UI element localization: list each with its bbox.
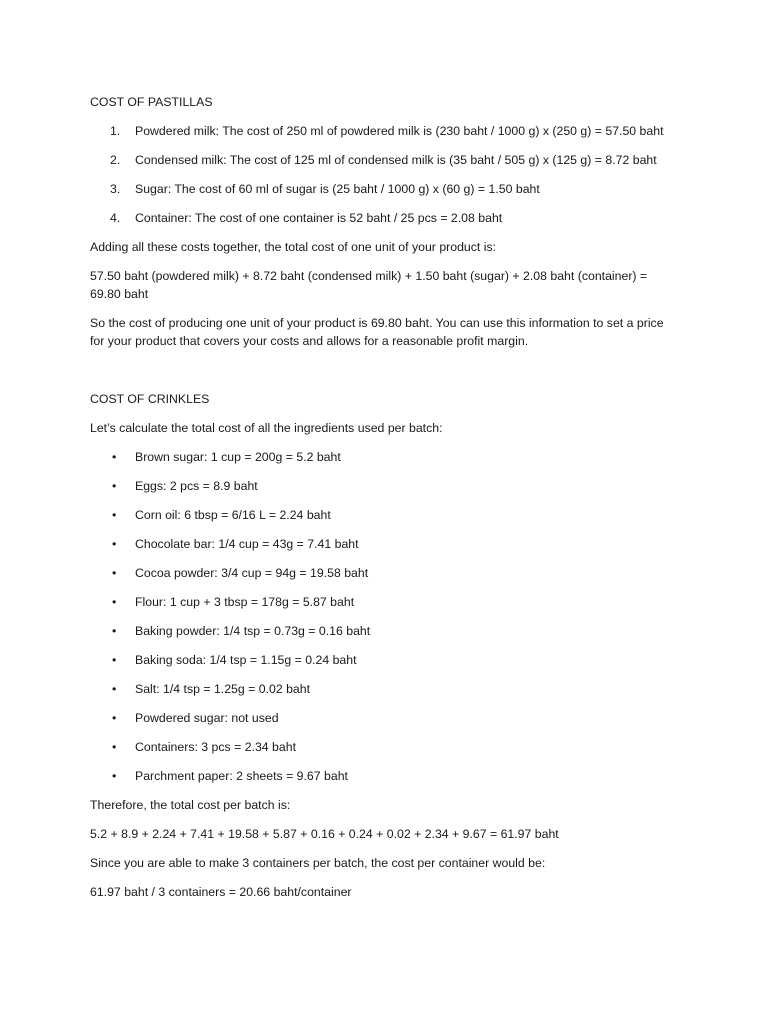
list-item-text: Eggs: 2 pcs = 8.9 baht <box>135 479 258 493</box>
pastillas-heading: COST OF PASTILLAS <box>90 95 213 109</box>
list-item-text: Baking powder: 1/4 tsp = 0.73g = 0.16 baht <box>135 624 371 638</box>
bullet-marker: • <box>112 769 117 783</box>
document-page <box>90 93 680 912</box>
list-item-text: Powdered milk: The cost of 250 ml of powdered milk is (230 baht / 1000 g) x (250 g) = 57.50 baht <box>135 124 664 138</box>
list-item <box>90 209 680 227</box>
list-item <box>90 448 680 466</box>
list-item <box>90 477 680 495</box>
bullet-marker: • <box>112 653 117 667</box>
crinkles-total-equation: 5.2 + 8.9 + 2.24 + 7.41 + 19.58 + 5.87 + 0.16 + 0.24 + 0.02 + 2.34 + 9.67 = 61.97 baht <box>90 827 559 841</box>
list-item-text: Corn oil: 6 tbsp = 6/16 L = 2.24 baht <box>135 508 331 522</box>
bullet-marker: • <box>112 711 117 725</box>
bullet-marker: • <box>112 682 117 696</box>
list-item-text: Parchment paper: 2 sheets = 9.67 baht <box>135 769 348 783</box>
list-item <box>90 506 680 524</box>
crinkles-intro: Let’s calculate the total cost of all the ingredients used per batch: <box>90 421 443 435</box>
list-number: 1. <box>110 124 121 138</box>
pastillas-conclusion: So the cost of producing one unit of your product is 69.80 baht. You can use this information to set a price for your product that covers your costs and allows for a reasonable profit margin. <box>90 316 664 348</box>
list-item <box>90 122 680 140</box>
crinkles-heading: COST OF CRINKLES <box>90 392 210 406</box>
crinkles-per-container-intro: Since you are able to make 3 containers per batch, the cost per container would be: <box>90 856 546 870</box>
pastillas-total-intro: Adding all these costs together, the total cost of one unit of your product is: <box>90 240 497 254</box>
list-item <box>90 709 680 727</box>
list-item-text: Containers: 3 pcs = 2.34 baht <box>135 740 296 754</box>
list-item-text: Baking soda: 1/4 tsp = 1.15g = 0.24 baht <box>135 653 357 667</box>
bullet-marker: • <box>112 740 117 754</box>
crinkles-total-intro: Therefore, the total cost per batch is: <box>90 798 291 812</box>
list-item <box>90 535 680 553</box>
bullet-marker: • <box>112 479 117 493</box>
section-spacer <box>90 361 680 390</box>
list-item <box>90 680 680 698</box>
bullet-marker: • <box>112 508 117 522</box>
bullet-marker: • <box>112 450 117 464</box>
bullet-marker: • <box>112 624 117 638</box>
list-item <box>90 564 680 582</box>
list-item-text: Cocoa powder: 3/4 cup = 94g = 19.58 baht <box>135 566 369 580</box>
list-item-text: Flour: 1 cup + 3 tbsp = 178g = 5.87 baht <box>135 595 355 609</box>
list-item-text: Container: The cost of one container is 52 baht / 25 pcs = 2.08 baht <box>135 211 503 225</box>
list-number: 3. <box>110 182 121 196</box>
pastillas-equation: 57.50 baht (powdered milk) + 8.72 baht (condensed milk) + 1.50 baht (sugar) + 2.08 baht (container) = 69.80 baht <box>90 269 648 301</box>
bullet-marker: • <box>112 537 117 551</box>
list-item <box>90 767 680 785</box>
list-item <box>90 651 680 669</box>
list-item <box>90 622 680 640</box>
crinkles-ingredient-list <box>90 448 680 785</box>
list-number: 4. <box>110 211 121 225</box>
list-item-text: Salt: 1/4 tsp = 1.25g = 0.02 baht <box>135 682 311 696</box>
list-item <box>90 738 680 756</box>
list-item-text: Condensed milk: The cost of 125 ml of condensed milk is (35 baht / 505 g) x (125 g) = 8.72 baht <box>135 153 657 167</box>
list-item <box>90 151 680 169</box>
list-item-text: Sugar: The cost of 60 ml of sugar is (25 baht / 1000 g) x (60 g) = 1.50 baht <box>135 182 540 196</box>
crinkles-per-container-equation: 61.97 baht / 3 containers = 20.66 baht/container <box>90 885 352 899</box>
list-item-text: Brown sugar: 1 cup = 200g = 5.2 baht <box>135 450 341 464</box>
list-item-text: Chocolate bar: 1/4 cup = 43g = 7.41 baht <box>135 537 359 551</box>
bullet-marker: • <box>112 595 117 609</box>
bullet-marker: • <box>112 566 117 580</box>
pastillas-cost-list <box>90 122 680 227</box>
list-number: 2. <box>110 153 121 167</box>
list-item-text: Powdered sugar: not used <box>135 711 279 725</box>
list-item <box>90 593 680 611</box>
list-item <box>90 180 680 198</box>
